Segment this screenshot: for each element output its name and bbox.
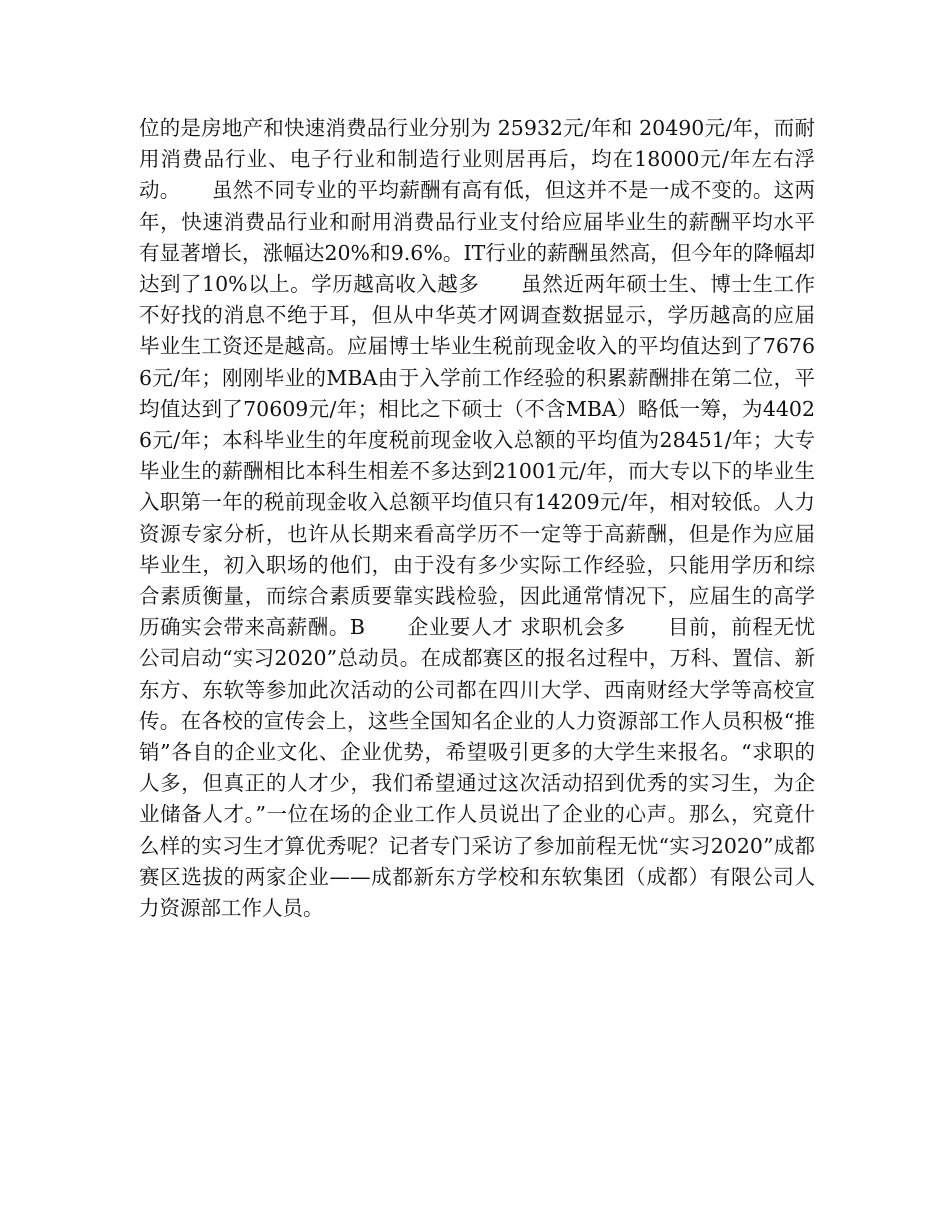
article-paragraph: 位的是房地产和快速消费品行业分别为 25932元/年和 20490元/年，而耐用消费品行业、电子行业和制造行业则居再后，均在18000元/年左右浮动。 虽然不同专业的平均薪酬有高有低，但这并不是一成不变的。这两年，快速消费品行业和耐用消费品行业支付给应届毕业生的薪酬平均水平有显著增长，涨幅达20%和9.6%。IT行业的薪酬虽然高，但今年的降幅却达到了10%以上。学历越高收入越多 虽然近两年硕士生、博士生工作不好找的消息不绝于耳，但从中华英才网调查数据显示，学历越高的应届毕业生工资还是越高。应届博士毕业生税前现金收入的平均值达到了76766元/年；刚刚毕业的MBA由于入学前工作经验的积累薪酬排在第二位，平均值达到了70609元/年；相比之下硕士（不含MBA）略低一筹，为44026元/年；本科毕业生的年度税前现金收入总额的平均值为28451/年；大专毕业生的薪酬相比本科生相差不多达到21001元/年，而大专以下的毕业生入职第一年的税前现金收入总额平均值只有14209元/年，相对较低。人力资源专家分析，也许从长期来看高学历不一定等于高薪酬，但是作为应届毕业生，初入职场的他们，由于没有多少实际工作经验，只能用学历和综合素质衡量，而综合素质要靠实践检验，因此通常情况下，应届生的高学历确实会带来高薪酬。B 企业要人才 求职机会多 目前，前程无忧公司启动“实习2020”总动员。在成都赛区的报名过程中，万科、置信、新东方、东软等参加此次活动的公司都在四川大学、西南财经大学等高校宣传。在各校的宣传会上，这些全国知名企业的人力资源部工作人员积极“推销”各自的企业文化、企业优势，希望吸引更多的大学生来报名。“求职的人多，但真正的人才少，我们希望通过这次活动招到优秀的实习生，为企业储备人才。”一位在场的企业工作人员说出了企业的心声。那么，究竟什么样的实习生才算优秀呢？记者专门采访了参加前程无忧“实习2020”成都赛区选拔的两家企业——成都新东方学校和东软集团（成都）有限公司人力资源部工作人员。 [139,116,815,921]
